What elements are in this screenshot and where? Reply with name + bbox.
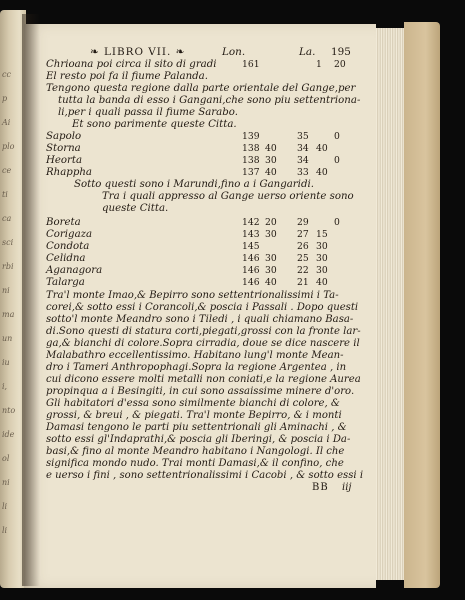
paragraph-marundi — [46, 179, 376, 191]
lat-extra: 0 — [334, 131, 340, 142]
place-name: El resto poi fa il fiume Palanda. — [46, 71, 208, 82]
signature-line — [46, 482, 376, 494]
lon-minutes: 30 — [265, 229, 277, 240]
lat-minutes: 30 — [316, 253, 328, 264]
lon-degrees: 138 — [242, 155, 260, 166]
lon-minutes: 40 — [265, 143, 277, 154]
left-page-fragment: sci — [2, 238, 14, 247]
chapter-label: ❧ LIBRO VII. ❧ — [90, 46, 186, 58]
text-line: Sotto questi sono i Marundi,fino a i Gangaridi. — [74, 179, 314, 190]
lat-degrees: 21 — [297, 277, 309, 288]
city-table-1 — [46, 131, 376, 179]
left-page-fragment: li — [2, 526, 8, 535]
left-page-fragment: cc — [2, 70, 11, 79]
table-row — [46, 253, 376, 265]
lat-minutes: 15 — [316, 229, 328, 240]
table-row — [46, 241, 376, 253]
text-line: cui dicono essere molti metalli non coniati,e la regione Aurea — [46, 374, 361, 385]
latitude-heading: La. — [299, 46, 316, 58]
lon-degrees: 142 — [242, 217, 260, 228]
body-paragraph — [46, 290, 376, 482]
lon-degrees: 146 — [242, 265, 260, 276]
subheading — [46, 119, 376, 131]
left-page-fragment: plo — [2, 142, 15, 151]
table-row — [46, 217, 376, 229]
text-line: Tengono questa regione dalla parte orientale del Gange,per — [46, 83, 356, 94]
left-page-fragment: p — [2, 94, 8, 103]
lat-minutes: 40 — [316, 143, 328, 154]
lon-degrees: 139 — [242, 131, 260, 142]
place-name: Boreta — [46, 217, 81, 228]
page-number: 195 — [331, 46, 351, 58]
text-line: Tra'l monte Imao,& Bepirro sono settentrionalissimi i Ta- — [46, 290, 339, 301]
lon-degrees: 146 — [242, 277, 260, 288]
lat-minutes: 30 — [316, 241, 328, 252]
text-line: queste Citta. — [102, 203, 169, 214]
lon-degrees: 138 — [242, 143, 260, 154]
lon-degrees: 145 — [242, 241, 260, 252]
lon-minutes: 20 — [265, 217, 277, 228]
running-header — [46, 46, 376, 59]
table-row — [46, 155, 376, 167]
lat-degrees: 22 — [297, 265, 309, 276]
text-line: li,per i quali passa il fiume Sarabo. — [58, 107, 238, 118]
table-row — [46, 131, 376, 143]
lon-degrees: 146 — [242, 253, 260, 264]
lon-degrees: 137 — [242, 167, 260, 178]
left-page-fragment: ol — [2, 454, 10, 463]
left-page-fragment: Ai — [2, 118, 11, 127]
signature-mark — [312, 482, 352, 494]
paragraph-gange — [46, 191, 376, 215]
signature-number: iij — [342, 482, 352, 493]
lat-minutes: 40 — [316, 277, 328, 288]
left-page-fragment: un — [2, 334, 13, 343]
text-line: dro i Tameri Anthropophagi.Sopra la regione Argentea , in — [46, 362, 347, 373]
city-table-2 — [46, 217, 376, 289]
text-line: Tra i quali appresso al Gange uerso oriente sono — [102, 191, 354, 202]
lat-degrees: 25 — [297, 253, 309, 264]
lat-minutes: 1 — [316, 59, 322, 70]
place-name: Corigaza — [46, 229, 93, 240]
left-page-fragment: ce — [2, 166, 12, 175]
table-row — [46, 71, 376, 83]
lat-minutes: 40 — [316, 167, 328, 178]
lon-degrees: 161 — [242, 59, 260, 70]
place-name: Rhappha — [46, 167, 92, 178]
text-line: e uerso i fini , sono settentrionalissimi i Cacobi , & sotto essi i — [46, 470, 364, 481]
table-top — [46, 59, 376, 83]
text-line: propinqua a i Besingiti, in cui sono assaissime minere d'oro. — [46, 386, 355, 397]
left-page-fragment: ca — [2, 214, 12, 223]
table-row — [46, 277, 376, 289]
binding-gutter-shadow — [22, 14, 40, 586]
text-line: sotto'l monte Meandro sono i Tiledi , i quali chiamano Basa- — [46, 314, 354, 325]
lat-degrees: 34 — [297, 143, 309, 154]
page-stack-edges — [376, 28, 407, 580]
table-row — [46, 143, 376, 155]
table-row — [46, 265, 376, 277]
lat-degrees: 26 — [297, 241, 309, 252]
lat-minutes: 30 — [316, 265, 328, 276]
left-page-fragment: i, — [2, 382, 8, 391]
place-name: Chrioana poi circa il sito di gradi — [46, 59, 217, 70]
lat-extra: 0 — [334, 217, 340, 228]
text-line: sotto essi gl'Indaprathi,& poscia gli Iberingi, & poscia i Da- — [46, 434, 351, 445]
left-page-fragment: ni — [2, 286, 10, 295]
page-text — [46, 46, 376, 494]
lon-minutes: 30 — [265, 155, 277, 166]
place-name: Aganagora — [46, 265, 103, 276]
text-line: basi,& fino al monte Meandro habitano i Nangologi. Il che — [46, 446, 345, 457]
lat-extra: 20 — [334, 59, 346, 70]
lat-degrees: 29 — [297, 217, 309, 228]
left-page-fragment: rbi — [2, 262, 14, 271]
text-line: Damasi tengono le parti piu settentrionali gli Aminachi , & — [46, 422, 347, 433]
table-row — [46, 229, 376, 241]
left-page-fragment: ni — [2, 478, 10, 487]
left-page-fragment: nto — [2, 406, 16, 415]
left-page-fragment: ide — [2, 430, 15, 439]
left-page-fragment: iu — [2, 358, 10, 367]
place-name: Sapolo — [46, 131, 82, 142]
binding-board — [404, 22, 440, 588]
lon-degrees: 143 — [242, 229, 260, 240]
lat-degrees: 35 — [297, 131, 309, 142]
text-line: grossi, & breui , & piegati. Tra'l monte Bepirro, & i monti — [46, 410, 342, 421]
text-line: tutta la banda di esso i Gangani,che sono piu settentriona- — [58, 95, 361, 106]
text-line: Gli habitatori d'essa sono similmente bianchi di colore, & — [46, 398, 340, 409]
signature-letters: BB — [312, 482, 329, 493]
lon-minutes: 30 — [265, 253, 277, 264]
place-name: Celidna — [46, 253, 86, 264]
text-line: significa mondo nudo. Trai monti Damasi,& il confino, che — [46, 458, 344, 469]
table-row — [46, 59, 376, 71]
subheading-text: Et sono parimente queste Citta. — [72, 119, 237, 130]
lon-minutes: 40 — [265, 167, 277, 178]
left-page-fragment: li — [2, 502, 8, 511]
text-line: ga,& bianchi di colore.Sopra cirradia, doue se dice nascere il — [46, 338, 360, 349]
lon-minutes: 30 — [265, 265, 277, 276]
left-page-fragment: ti — [2, 190, 8, 199]
table-row — [46, 167, 376, 179]
left-page-fragment: ma — [2, 310, 15, 319]
longitude-heading: Lon. — [222, 46, 246, 58]
place-name: Heorta — [46, 155, 83, 166]
place-name: Storna — [46, 143, 81, 154]
lon-minutes: 40 — [265, 277, 277, 288]
paragraph-gangani — [46, 83, 376, 119]
place-name: Condota — [46, 241, 90, 252]
lat-degrees: 27 — [297, 229, 309, 240]
lat-extra: 0 — [334, 155, 340, 166]
text-line: di.Sono questi di statura corti,piegati,grossi con la fronte lar- — [46, 326, 361, 337]
text-line: corei,& sotto essi i Corancoli,& poscia i Passali . Dopo questi — [46, 302, 359, 313]
place-name: Talarga — [46, 277, 85, 288]
text-line: Malabathro eccellentissimo. Habitano lung'l monte Mean- — [46, 350, 344, 361]
lat-degrees: 33 — [297, 167, 309, 178]
lat-degrees: 34 — [297, 155, 309, 166]
